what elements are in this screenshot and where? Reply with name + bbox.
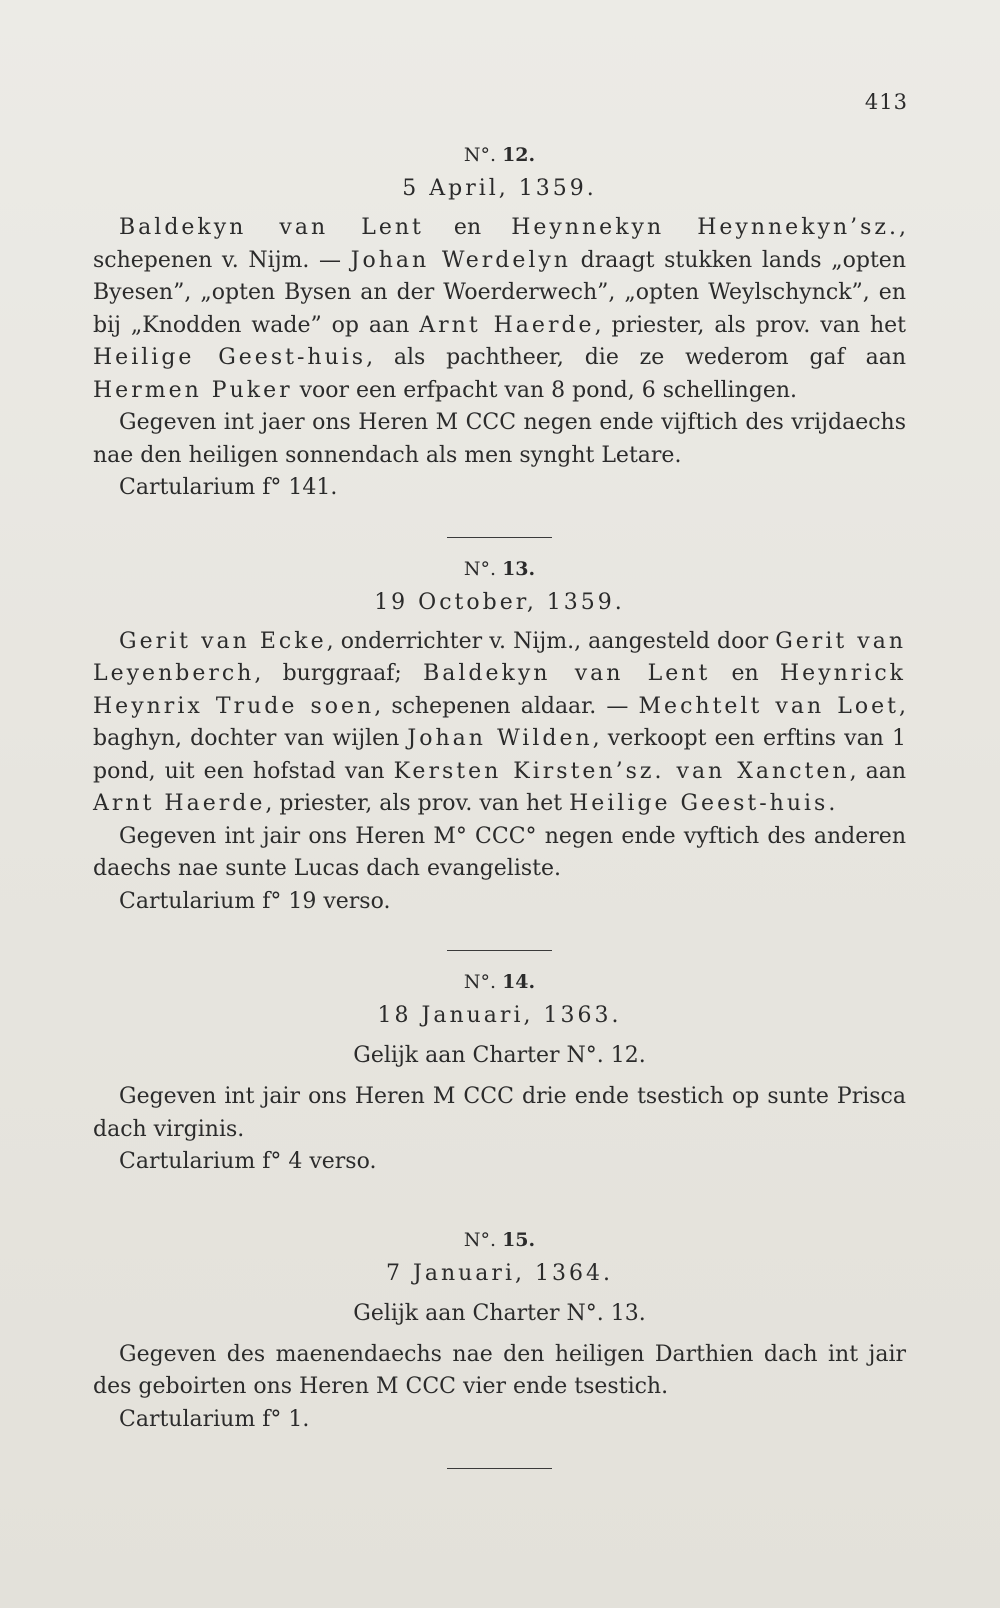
section-divider [447, 537, 552, 538]
entry-number [93, 1223, 906, 1257]
entry-number [93, 965, 906, 999]
summary-text: , priester, als prov. van het [265, 791, 570, 816]
summary-text: , schepenen v. Nijm. — [93, 215, 906, 273]
institution-name: Heilige Geest-huis [569, 791, 829, 816]
section-gap [93, 1179, 906, 1201]
person-name: Arnt Haerde [93, 791, 266, 816]
person-name: Baldekyn van Lent [119, 215, 424, 240]
charter-entry-12 [93, 138, 906, 505]
person-name: Mechtelt van Loet [638, 693, 899, 719]
summary-text: , baghyn, dochter van wijlen [93, 693, 906, 751]
entry-number-value: 14. [502, 971, 536, 993]
summary-text: , verkoopt een erftins van 1 pond, uit een hofstad van [93, 726, 906, 784]
entry-source: Cartularium f° 4 verso. [119, 1149, 377, 1174]
person-name: Johan Wilden [407, 726, 593, 751]
entry-number-prefix: N°. [463, 557, 497, 580]
entry-summary [93, 626, 906, 821]
entry-number-value: 15. [502, 1228, 536, 1251]
person-name: Gerit van Ecke [119, 628, 327, 654]
person-name: Arnt Haerde [419, 312, 595, 338]
entry-number-prefix: N°. [463, 971, 497, 993]
summary-text: voor een erfpacht van 8 pond, 6 schellingen. [292, 377, 798, 403]
entry-number-value: 13. [502, 557, 536, 580]
person-name: Kersten Kirsten’sz. van Xancten [393, 758, 850, 784]
person-name: Heynnekyn Heynnekyn’sz. [511, 215, 899, 240]
summary-text: en [423, 215, 512, 240]
entry-quote: Gegeven int jair ons Heren M CCC drie ende tsestich op sunte Prisca dach virginis. [93, 1084, 906, 1142]
entry-number-value: 12. [502, 144, 536, 166]
page-content [93, 138, 906, 1483]
page-number: 413 [864, 90, 908, 114]
summary-text: , onderrichter v. Nijm., aangesteld door [326, 628, 776, 654]
entry-quote: Gegeven des maenendaechs nae den heiligen Darthien dach int jair des geboirten ons Heren M CCC vier ende tsestich. [93, 1341, 906, 1399]
person-name: Hermen Puker [93, 377, 293, 403]
charter-entry-13 [93, 552, 906, 919]
entry-number [93, 552, 906, 586]
person-name: Johan Werdelyn [350, 247, 571, 273]
person-name: Heynrick Heynrix Trude soen [93, 661, 906, 719]
summary-text: , burggraaf; [254, 661, 424, 686]
entry-number [93, 138, 906, 172]
section-divider [447, 1468, 552, 1469]
section-divider [447, 950, 552, 951]
entry-source: Cartularium f° 19 verso. [119, 888, 391, 914]
entry-reference: Gelijk aan Charter N°. 12. [353, 1043, 646, 1068]
summary-text: , schepenen aldaar. — [374, 693, 639, 719]
person-name: Gerit van Leyenberch [93, 628, 906, 686]
summary-text: , als pachtheer, die ze wederom gaf aan [366, 345, 906, 370]
entry-summary [93, 212, 906, 407]
entry-source: Cartularium f° 141. [119, 475, 338, 500]
charter-entry-15 [93, 1223, 906, 1437]
entry-date: 7 Januari, 1364. [386, 1260, 613, 1286]
person-name: Baldekyn van Lent [423, 661, 711, 686]
entry-number-prefix: N°. [463, 1228, 497, 1251]
entry-reference: Gelijk aan Charter N°. 13. [353, 1300, 646, 1326]
summary-text: , priester, als prov. van het [594, 312, 906, 338]
entry-quote: Gegeven int jaer ons Heren M CCC negen ende vijftich des vrijdaechs nae den heiligen sonnendach als men synght Letare. [93, 410, 906, 468]
section-gap [93, 1201, 906, 1223]
summary-text: draagt stukken lands „opten Byesen”, „opten Bysen an der Woerderwech”, „opten Weylschynck”, en bij „Knodden wade” op aan [93, 247, 906, 338]
entry-date: 5 April, 1359. [402, 176, 597, 201]
summary-text: . [828, 791, 836, 816]
summary-text: en [710, 661, 780, 686]
entry-source: Cartularium f° 1. [119, 1406, 310, 1432]
entry-date: 18 Januari, 1363. [377, 1003, 622, 1028]
summary-text: , aan [849, 758, 906, 784]
institution-name: Heilige Geest-huis [93, 345, 367, 370]
entry-quote: Gegeven int jair ons Heren M° CCC° negen ende vyftich des anderen daechs nae sunte Lucas dach evangeliste. [93, 823, 906, 881]
entry-date: 19 October, 1359. [374, 589, 625, 615]
charter-entry-14 [93, 965, 906, 1179]
entry-number-prefix: N°. [463, 144, 497, 166]
